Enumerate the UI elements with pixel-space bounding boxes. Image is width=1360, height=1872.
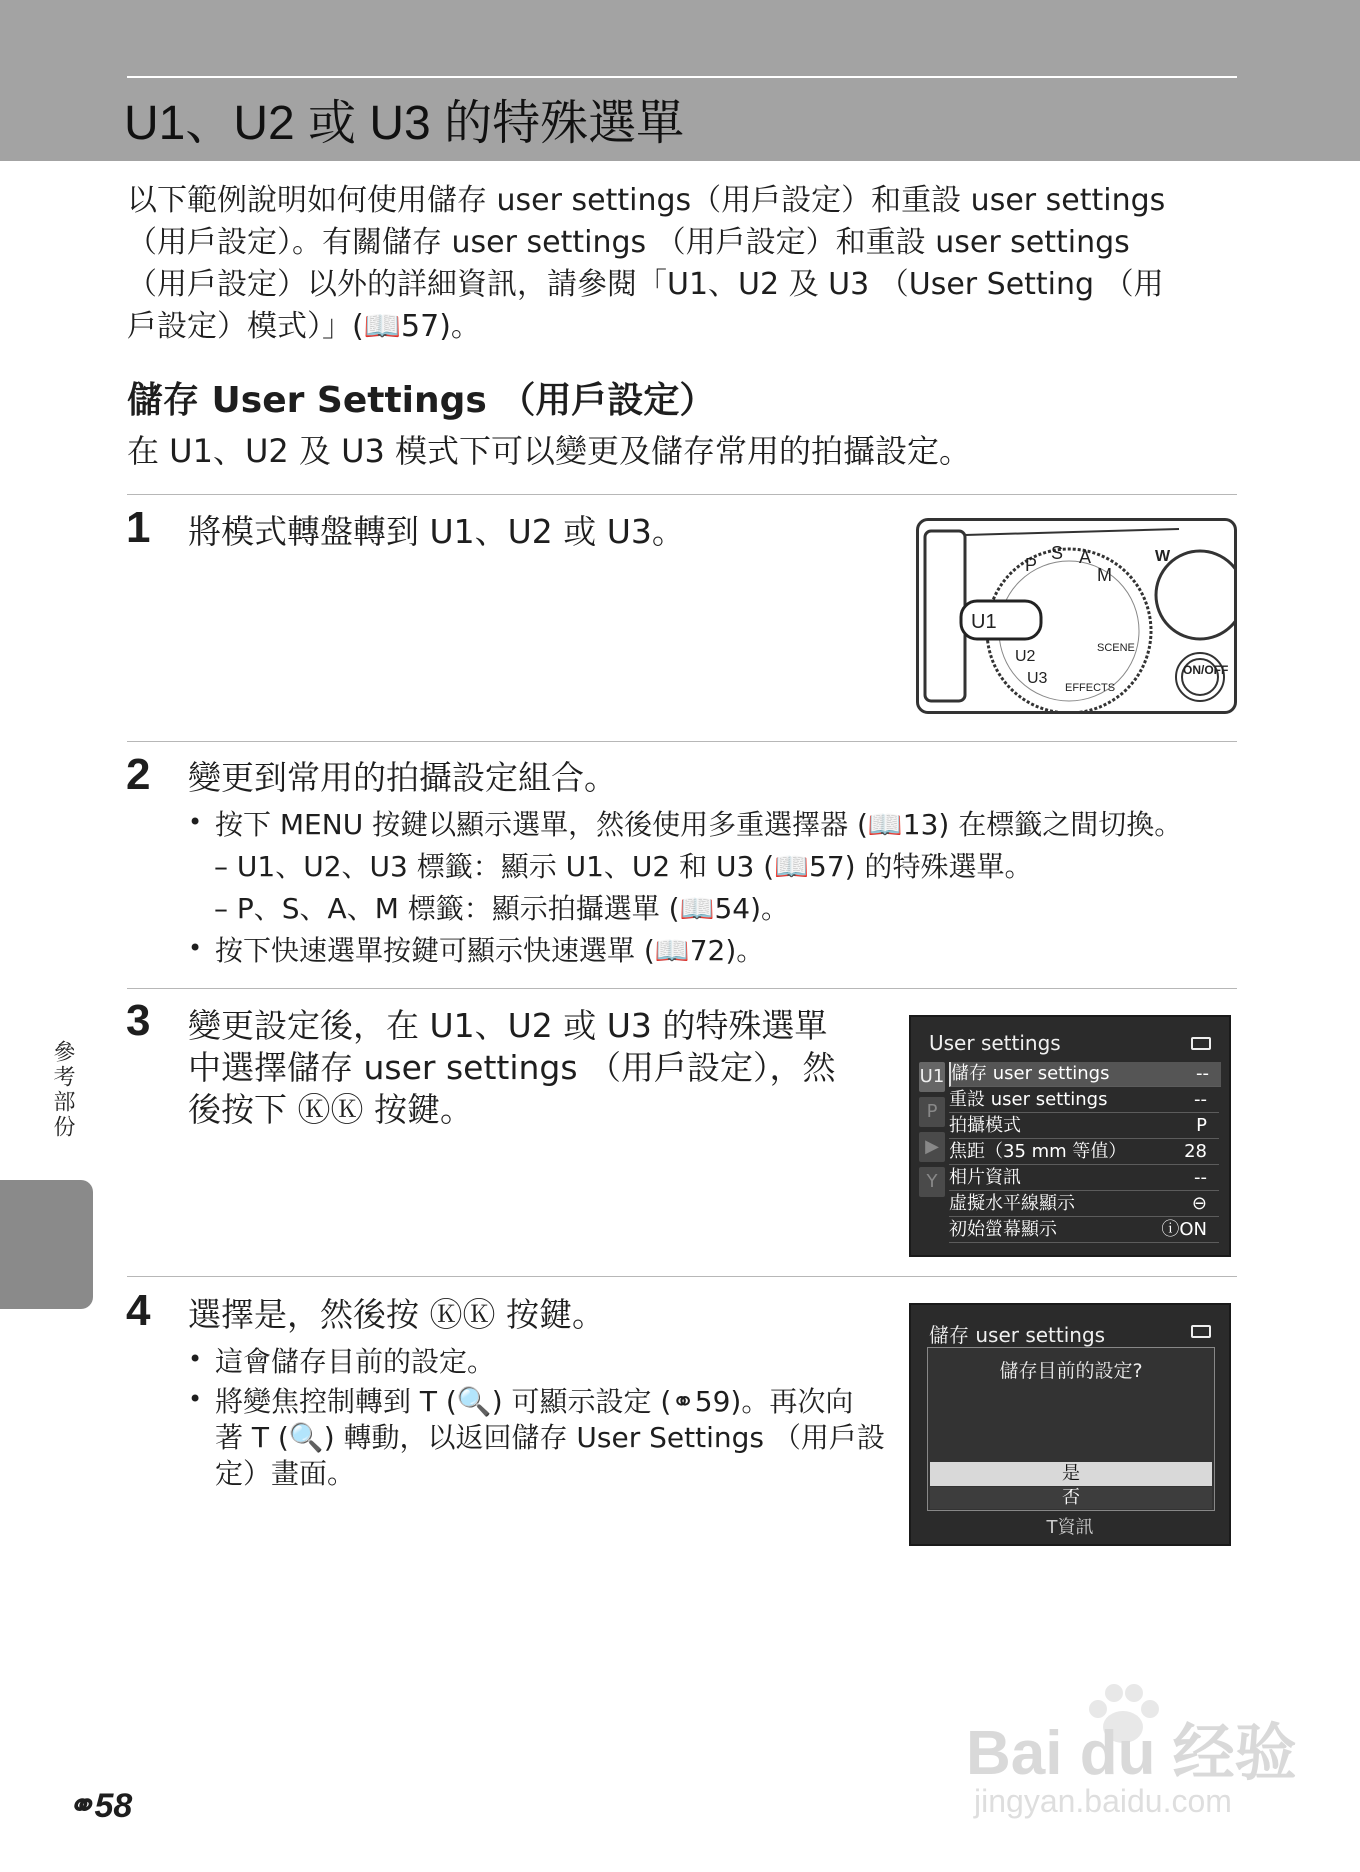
step-number: 3 <box>126 996 151 1045</box>
tab-p: P <box>919 1097 945 1127</box>
bullet-dot: • <box>188 808 203 836</box>
bullet-text: 按下 MENU 按鍵以顯示選單，然後使用多重選擇器 (📖13) 在標籤之間切換。 <box>215 808 1183 841</box>
intro-line: 以下範例說明如何使用儲存 user settings（用戶設定）和重設 user settings <box>127 183 1166 218</box>
bullet-text: 著 T (🔍) 轉動，以返回儲存 User Settings （用戶設 <box>215 1421 885 1454</box>
dial-label: U1 <box>971 611 997 633</box>
page-number: ⚭58 <box>66 1787 133 1825</box>
menu-row-label: 相片資訊 <box>949 1167 1021 1188</box>
bullet-dot: • <box>188 934 203 962</box>
menu-row <box>949 1140 1219 1165</box>
sub-bullet-text: – U1、U2、U3 標籤：顯示 U1、U2 和 U3 (📖57) 的特殊選單。 <box>214 850 1033 883</box>
dial-label: S <box>1051 543 1064 563</box>
dial-label: M <box>1097 565 1112 585</box>
tab-playback: ▶ <box>919 1132 945 1162</box>
tab-setup: Y <box>919 1167 945 1197</box>
camera-confirm-screenshot <box>909 1303 1231 1546</box>
bullet-text: 將變焦控制轉到 T (🔍) 可顯示設定 (⚭59)。再次向 <box>215 1385 854 1418</box>
menu-row <box>949 1166 1219 1191</box>
baidu-watermark <box>966 1685 1296 1835</box>
bullet-text: 按下快速選單按鍵可顯示快速選單 (📖72)。 <box>215 934 765 967</box>
mode-dial-illustration <box>916 518 1237 714</box>
step-text: 選擇是，然後按 ⓀⓀ 按鍵。 <box>188 1295 605 1334</box>
menu-row-value: ⊖ <box>1191 1193 1207 1214</box>
menu-row-value: P <box>1196 1115 1207 1136</box>
tab-u1: U1 <box>919 1062 945 1092</box>
divider <box>127 741 1237 742</box>
dial-label: U3 <box>1027 670 1048 687</box>
sub-bullet-text: – P、S、A、M 標籤：顯示拍攝選單 (📖54)。 <box>214 892 790 925</box>
step-number: 2 <box>126 750 151 799</box>
bullet-text: 定）畫面。 <box>215 1457 356 1490</box>
option-no: 否 <box>930 1487 1212 1509</box>
dial-label: U2 <box>1015 648 1036 665</box>
menu-row-value: ⓘON <box>1161 1219 1207 1240</box>
dial-label: W <box>1155 548 1171 565</box>
option-yes: 是 <box>930 1462 1212 1486</box>
section-heading: 儲存 User Settings （用戶設定） <box>127 380 716 421</box>
dialog-question: 儲存目前的設定? <box>999 1360 1143 1382</box>
section-description: 在 U1、U2 及 U3 模式下可以變更及儲存常用的拍攝設定。 <box>127 432 972 470</box>
menu-row-label: 拍攝模式 <box>949 1115 1021 1136</box>
step-number: 4 <box>126 1286 151 1335</box>
mode-dial-icon <box>919 521 1237 714</box>
dial-label: P <box>1025 555 1038 575</box>
dial-label: A <box>1079 547 1092 567</box>
menu-row-label: 重設 user settings <box>949 1089 1108 1110</box>
screen-title: 儲存 user settings <box>929 1323 1106 1347</box>
menu-row <box>949 1088 1219 1113</box>
divider <box>127 988 1237 989</box>
dial-label: EFFECTS <box>1065 682 1116 694</box>
step-text: 變更設定後，在 U1、U2 或 U3 的特殊選單 <box>188 1006 828 1045</box>
watermark-url: jingyan.baidu.com <box>974 1783 1232 1819</box>
page-title: U1、U2 或 U3 的特殊選單 <box>124 97 685 150</box>
step-text: 中選擇儲存 user settings （用戶設定），然 <box>188 1048 836 1087</box>
battery-icon <box>1191 1037 1211 1050</box>
menu-row <box>949 1192 1219 1217</box>
step-text: 變更到常用的拍攝設定組合。 <box>188 758 617 797</box>
header-rule <box>127 76 1237 78</box>
dial-label: SCENE <box>1097 642 1135 654</box>
intro-line: （用戶設定）。有關儲存 user settings （用戶設定）和重設 user settings <box>127 225 1130 260</box>
bullet-dot: • <box>188 1345 203 1373</box>
dial-label: ON/OFF <box>1183 663 1229 677</box>
battery-icon <box>1191 1325 1211 1338</box>
step-number: 1 <box>126 503 151 552</box>
step-text: 後按下 ⓀⓀ 按鍵。 <box>188 1090 473 1129</box>
menu-row <box>949 1062 1221 1087</box>
divider <box>127 494 1237 495</box>
screen-title: User settings <box>929 1031 1061 1055</box>
menu-row-label: 初始螢幕顯示 <box>949 1219 1057 1240</box>
divider <box>127 1276 1237 1277</box>
dialog-box <box>927 1347 1215 1511</box>
info-footer: T資訊 <box>1046 1517 1094 1538</box>
bullet-dot: • <box>188 1385 203 1413</box>
menu-row <box>949 1114 1219 1139</box>
menu-row-label: 虛擬水平線顯示 <box>949 1193 1075 1214</box>
bullet-text: 這會儲存目前的設定。 <box>215 1345 496 1378</box>
menu-row-value: -- <box>1194 1089 1207 1110</box>
menu-row-value: -- <box>1196 1063 1209 1084</box>
watermark-brand: Bai du 经验 <box>966 1719 1297 1788</box>
camera-menu-screenshot <box>909 1015 1231 1257</box>
intro-line: （用戶設定）以外的詳細資訊，請參閱「U1、U2 及 U3 （User Setting （用 <box>127 267 1164 302</box>
menu-row-label: 焦距（35 mm 等值） <box>949 1141 1127 1162</box>
menu-row-label: 儲存 user settings <box>951 1063 1110 1084</box>
side-tab-label: 參考部份 <box>50 1040 75 1140</box>
menu-row-value: -- <box>1194 1167 1207 1188</box>
intro-line: 戶設定）模式）」(📖57)。 <box>127 309 481 344</box>
menu-row <box>949 1218 1219 1243</box>
step-text: 將模式轉盤轉到 U1、U2 或 U3。 <box>188 512 685 551</box>
side-tab <box>0 1180 93 1309</box>
menu-row-value: 28 <box>1184 1141 1207 1162</box>
